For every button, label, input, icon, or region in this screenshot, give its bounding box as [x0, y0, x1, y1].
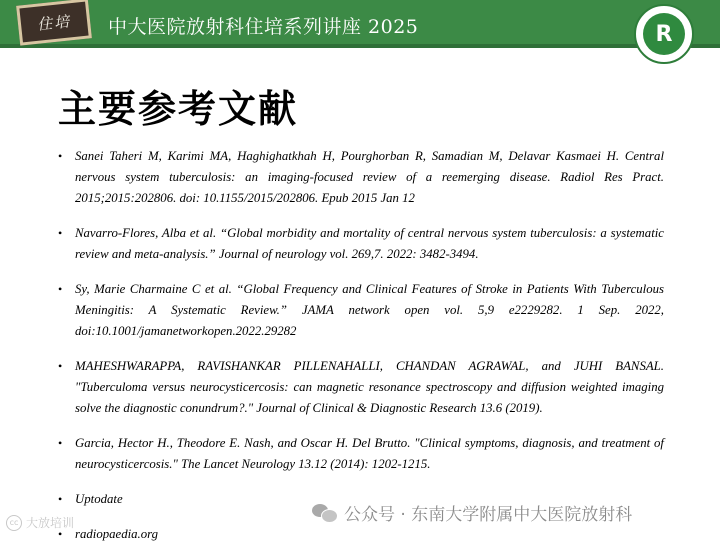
bullet: •: [58, 527, 63, 541]
header-bar: [0, 0, 720, 48]
wechat-watermark: [312, 500, 712, 524]
reference-item: [58, 356, 664, 419]
chalkboard-badge: [16, 0, 92, 46]
reference-list: [58, 146, 664, 545]
reference-item: [58, 524, 664, 545]
hospital-logo: [634, 4, 694, 64]
reference-item: [58, 433, 664, 475]
bullet: •: [58, 359, 63, 373]
reference-text: Navarro-Flores, Alba et al. “Global morbidity and mortality of central nervous system tuberculosis: a systematic review and meta-analysis.” Journal of neurology vol. 269,7. 2022: 3482-3494.: [75, 226, 664, 261]
bullet: •: [58, 492, 63, 506]
bullet: •: [58, 226, 63, 240]
reference-text: MAHESHWARAPPA, RAVISHANKAR PILLENAHALLI, CHANDAN AGRAWAL, and JUHI BANSAL. "Tuberculoma versus neurocysticercosis: can magnetic resonance spectroscopy and diffusion weighted imaging solve the diagnostic conundrum?." Journal of Clinical & Diagnostic Research 13.6 (2019).: [75, 359, 664, 415]
reference-text: radiopaedia.org: [75, 527, 159, 541]
reference-text: Sy, Marie Charmaine C et al. “Global Frequency and Clinical Features of Stroke in Patients With Tuberculous Meningitis: A Systematic Review.” JAMA network open vol. 5,9 e2229282. 1 Sep. 2022, doi:10.1001/jamanetworkopen.2022.29282: [75, 282, 664, 338]
bullet: •: [58, 436, 63, 450]
page-title: 主要参考文献: [58, 87, 299, 131]
bullet: •: [58, 282, 63, 296]
reference-text: Sanei Taheri M, Karimi MA, Haghighatkhah H, Pourghorban R, Samadian M, Delavar Kasmaei H. Central nervous system tuberculosis: an imaging-focused review of a reemerging disease. Radiol Res Pract. 2015;2015:202806. doi: 10.1155/2015/202806. Epub 2015 Jan 12: [75, 149, 664, 205]
watermark-text: 公众号 · 东南大学附属中大医院放射科: [344, 504, 633, 525]
header-stripe: [0, 44, 720, 48]
reference-text: Uptodate: [75, 492, 123, 506]
logo-glyph: R: [655, 21, 673, 47]
reference-text: Garcia, Hector H., Theodore E. Nash, and Oscar H. Del Brutto. "Clinical symptoms, diagnosis, and treatment of neurocysticercosis." The Lancet Neurology 13.12 (2014): 1202-1215.: [75, 436, 664, 471]
reference-item: [58, 146, 664, 209]
wechat-icon: [312, 502, 338, 522]
bullet: •: [58, 149, 63, 163]
lecture-series-title: 中大医院放射科住培系列讲座 2025: [108, 16, 419, 38]
reference-item: [58, 223, 664, 265]
reference-item: [58, 279, 664, 342]
logo-emblem: [643, 13, 685, 55]
footer-watermark: [6, 514, 74, 531]
footer-mark-text: 大放培训: [26, 516, 75, 530]
cc-icon: cc: [6, 515, 22, 531]
badge-text: 住培: [36, 11, 72, 34]
